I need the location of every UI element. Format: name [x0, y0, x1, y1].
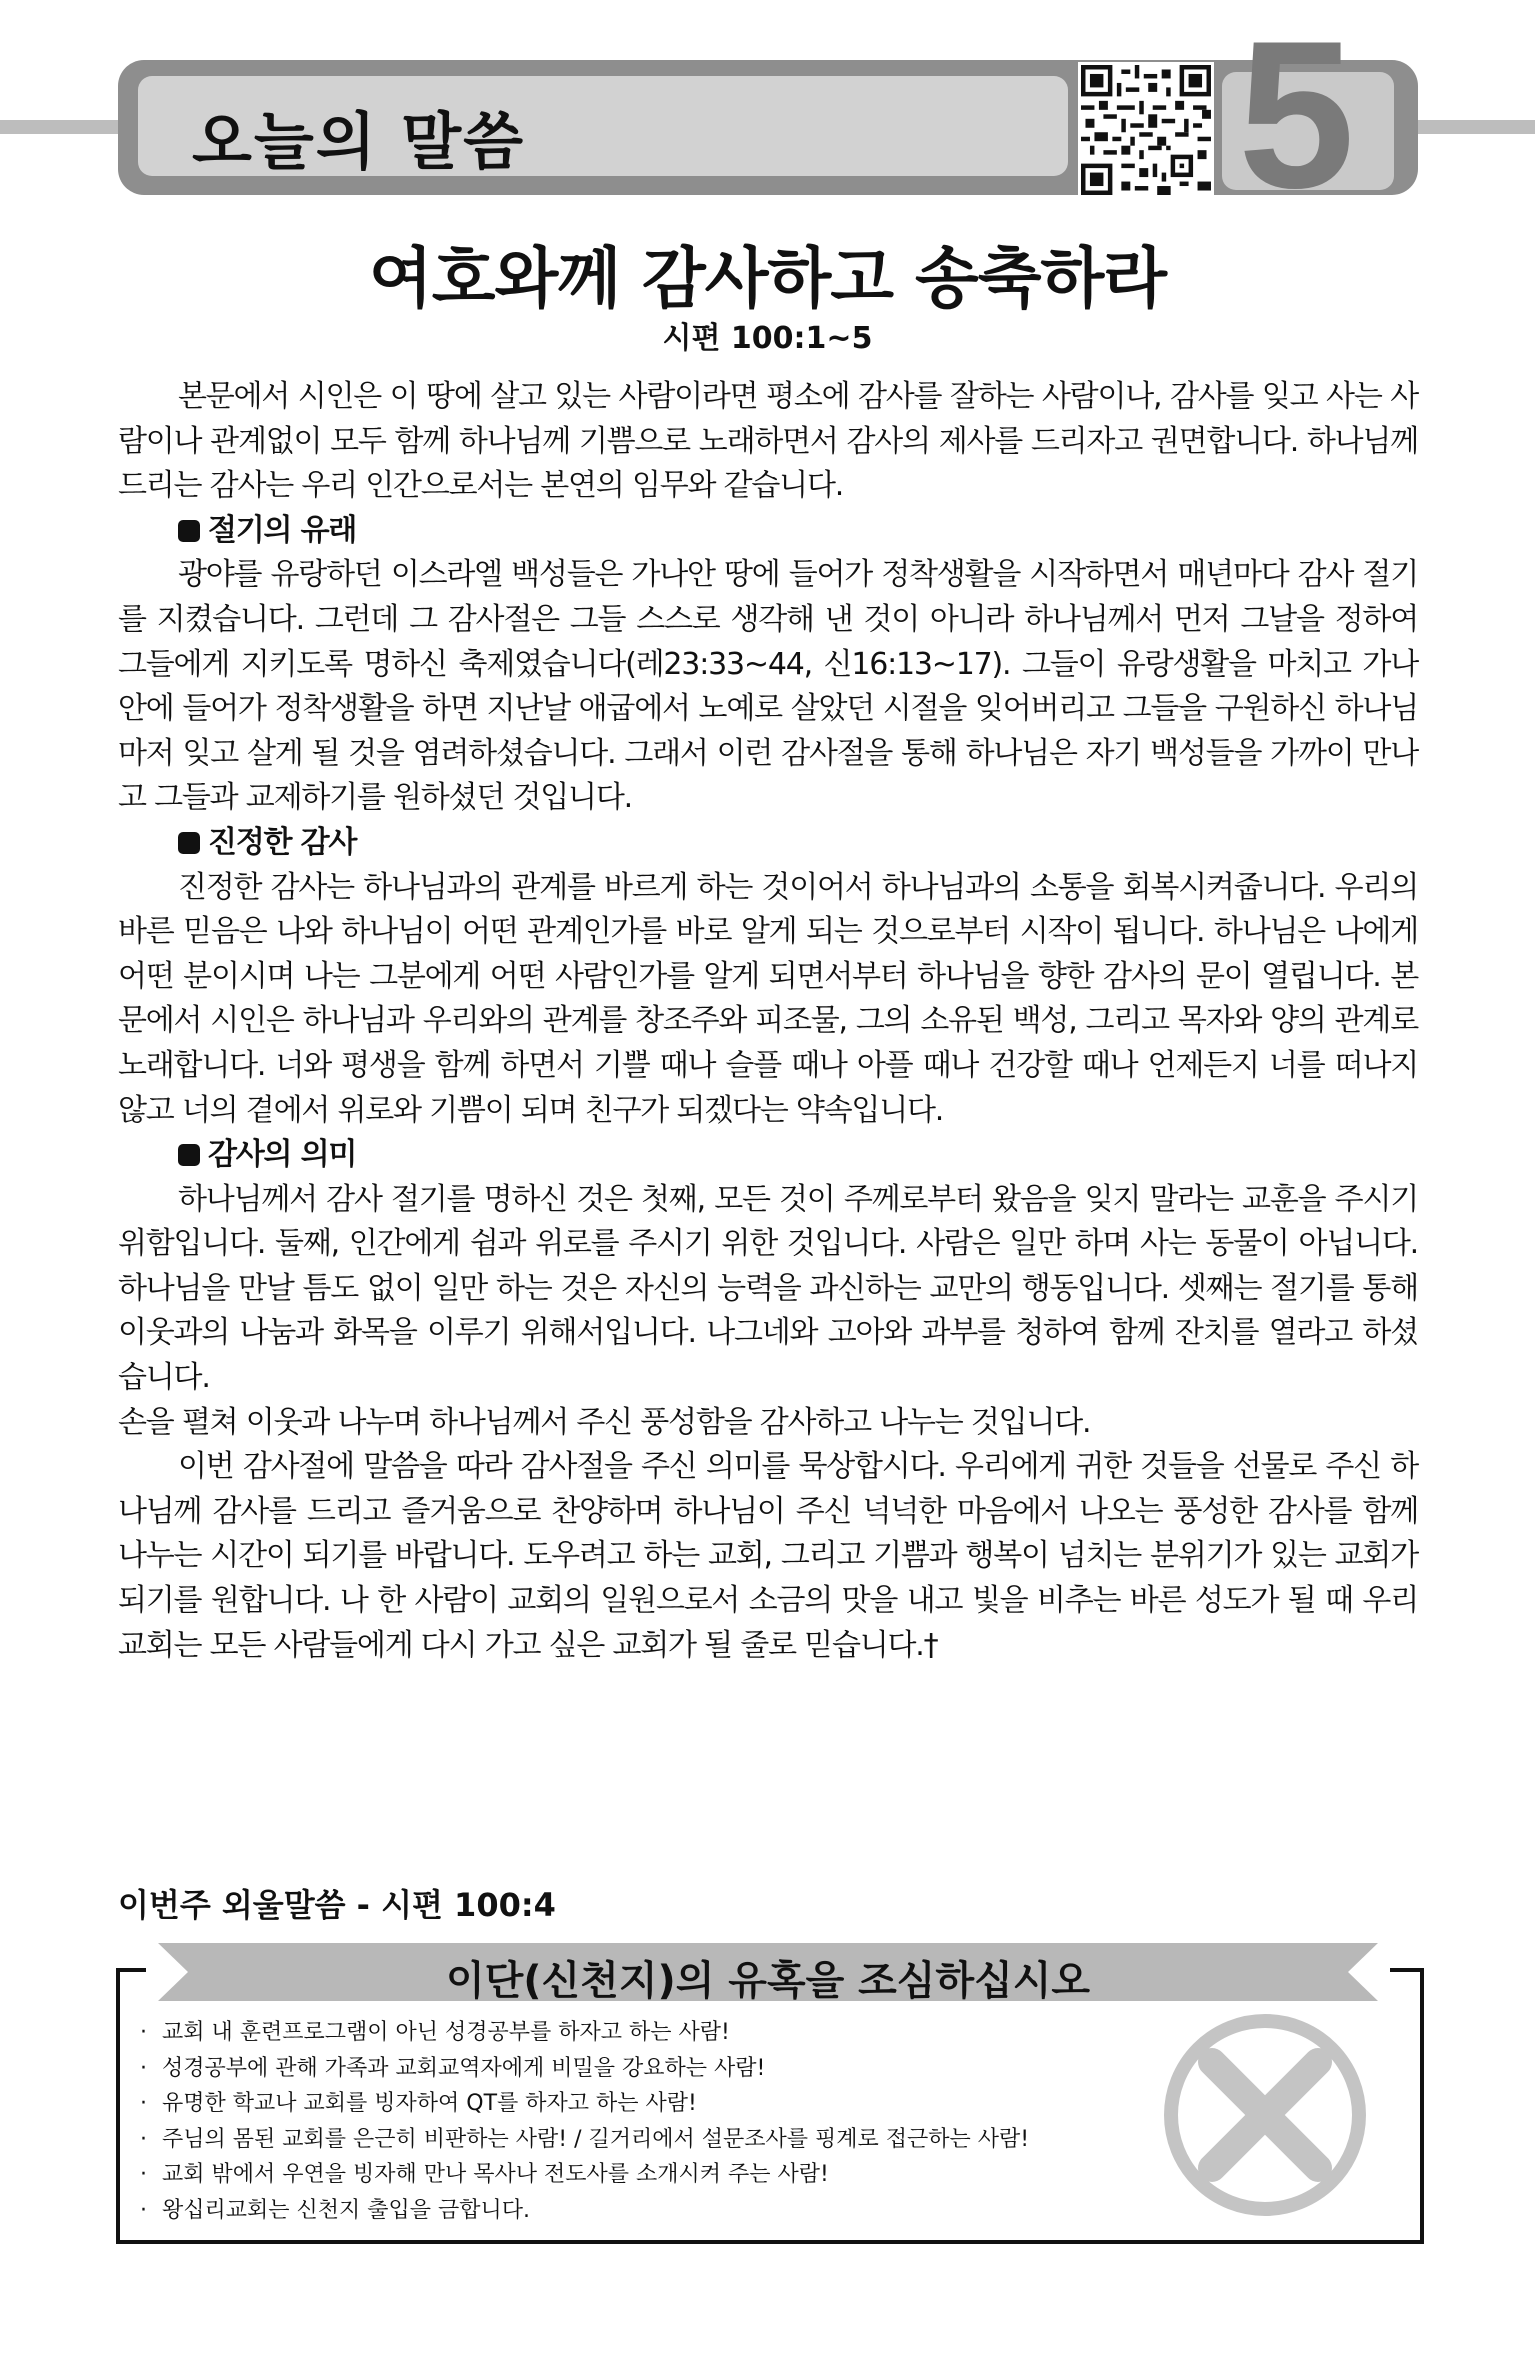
- memory-verse: 이번주 외울말씀 - 시편 100:4: [118, 1886, 556, 1924]
- page-number: 5: [1238, 0, 1355, 232]
- section-heading-text: 절기의 유래: [208, 512, 357, 548]
- intro-paragraph: 본문에서 시인은 이 땅에 살고 있는 사람이라면 평소에 감사를 잘하는 사람이나, 감사를 잊고 사는 사람이나 관계없이 모두 함께 하나님께 기쁨으로 노래하면서 감사의 제사를 드리자고 권면합니다. 하나님께 드리는 감사는 우리 인간으로서는 본연의 임무와 같습니다.: [118, 379, 1418, 504]
- square-bullet-icon: [178, 1144, 200, 1166]
- warning-item: · 교회 내 훈련프로그램이 아닌 성경공부를 하자고 하는 사람!: [140, 2015, 1029, 2051]
- sermon-title: 여호와께 감사하고 송축하라: [368, 240, 1167, 317]
- section-paragraph: 광야를 유랑하던 이스라엘 백성들은 가나안 땅에 들어가 정착생활을 시작하면서 매년마다 감사 절기를 지켰습니다. 그런데 그 감사절은 그들 스스로 생각해 낸 것이 아니라 하나님께서 먼저 그날을 정하여 그들에게 지키도록 명하신 축제였습니다(레23:33~44, 신16:13~17). 그들이 유랑생활을 마치고 가나안에 들어가 정착생활을 하면 지난날 애굽에서 노예로 살았던 시절을 잊어버리고 그들을 구원하신 하나님마저 잊고 살게 될 것을 염려하셨습니다. 그래서 이런 감사절을 통해 하나님은 자기 백성들을 가까이 만나고 그들과 교제하기를 원하셨던 것입니다.: [118, 557, 1418, 816]
- warning-item: · 왕십리교회는 신천지 출입을 금합니다.: [140, 2193, 1029, 2229]
- qr-code-icon[interactable]: [1078, 62, 1214, 198]
- section-paragraph-continued: 손을 펼쳐 이웃과 나누며 하나님께서 주신 풍성함을 감사하고 나누는 것입니다.: [118, 1404, 1091, 1440]
- closing-paragraph: 이번 감사절에 말씀을 따라 감사절을 주신 의미를 묵상합시다. 우리에게 귀한 것들을 선물로 주신 하나님께 감사를 드리고 즐거움으로 찬양하며 하나님이 주신 넉넉한 마음에서 나오는 풍성한 감사를 함께 나누는 시간이 되기를 바랍니다. 도우려고 하는 교회, 그리고 기쁨과 행복이 넘치는 분위기가 있는 교회가 되기를 원합니다. 나 한 사람이 교회의 일원으로서 소금의 맛을 내고 빛을 비추는 바른 성도가 될 때 우리 교회는 모든 사람들에게 다시 가고 싶은 교회가 될 줄로 믿습니다.†: [118, 1449, 1418, 1663]
- prohibited-x-icon: [1160, 2010, 1370, 2224]
- section-heading: [118, 509, 1418, 554]
- square-bullet-icon: [178, 832, 200, 854]
- warning-item: · 교회 밖에서 우연을 빙자해 만나 목사나 전도사를 소개시켜 주는 사람!: [140, 2157, 1029, 2193]
- section-paragraph: 진정한 감사는 하나님과의 관계를 바르게 하는 것이어서 하나님과의 소통을 회복시켜줍니다. 우리의 바른 믿음은 나와 하나님이 어떤 관계인가를 바로 알게 되는 것으로부터 시작이 됩니다. 하나님은 나에게 어떤 분이시며 나는 그분에게 어떤 사람인가를 알게 되면서부터 하나님을 향한 감사의 문이 열립니다. 본문에서 시인은 하나님과 우리와의 관계를 창조주와 피조물, 그의 소유된 백성, 그리고 목자와 양의 관계로 노래합니다. 너와 평생을 함께 하면서 기쁠 때나 슬플 때나 아플 때나 건강할 때나 언제든지 너를 떠나지 않고 너의 곁에서 위로와 기쁨이 되며 친구가 되겠다는 약속입니다.: [118, 869, 1418, 1128]
- warning-box-corner-left: [116, 1968, 146, 1972]
- warning-item: · 주님의 몸된 교회를 은근히 비판하는 사람! / 길거리에서 설문조사를 핑계로 접근하는 사람!: [140, 2122, 1029, 2158]
- section-heading-text: 감사의 의미: [208, 1137, 357, 1173]
- scripture-reference: 시편 100:1~5: [662, 321, 873, 356]
- warning-title: 이단(신천지)의 유혹을 조심하십시오: [445, 1958, 1090, 2004]
- section-heading-text: 진정한 감사: [208, 824, 357, 860]
- section-heading: [118, 821, 1418, 866]
- warning-list: [140, 2015, 1029, 2228]
- section-title: 오늘의 말씀: [192, 105, 526, 178]
- section-paragraph: 하나님께서 감사 절기를 명하신 것은 첫째, 모든 것이 주께로부터 왔음을 잊지 말라는 교훈을 주시기 위함입니다. 둘째, 인간에게 쉼과 위로를 주시기 위한 것입니다. 사람은 일만 하며 사는 동물이 아닙니다. 하나님을 만날 틈도 없이 일만 하는 것은 자신의 능력을 과신하는 교만의 행동입니다. 셋째는 절기를 통해 이웃과의 나눔과 화목을 이루기 위해서입니다. 나그네와 고아와 과부를 청하여 함께 잔치를 열라고 하셨습니다.: [118, 1181, 1418, 1396]
- header-rule-left: [0, 120, 130, 134]
- warning-item: · 유명한 학교나 교회를 빙자하여 QT를 하자고 하는 사람!: [140, 2086, 1029, 2122]
- warning-banner: [158, 1943, 1378, 2004]
- section-heading: [118, 1133, 1418, 1178]
- square-bullet-icon: [178, 520, 200, 542]
- warning-box-corner-right: [1390, 1968, 1420, 1972]
- sermon-body: [118, 375, 1418, 1668]
- warning-item: · 성경공부에 관해 가족과 교회교역자에게 비밀을 강요하는 사람!: [140, 2051, 1029, 2087]
